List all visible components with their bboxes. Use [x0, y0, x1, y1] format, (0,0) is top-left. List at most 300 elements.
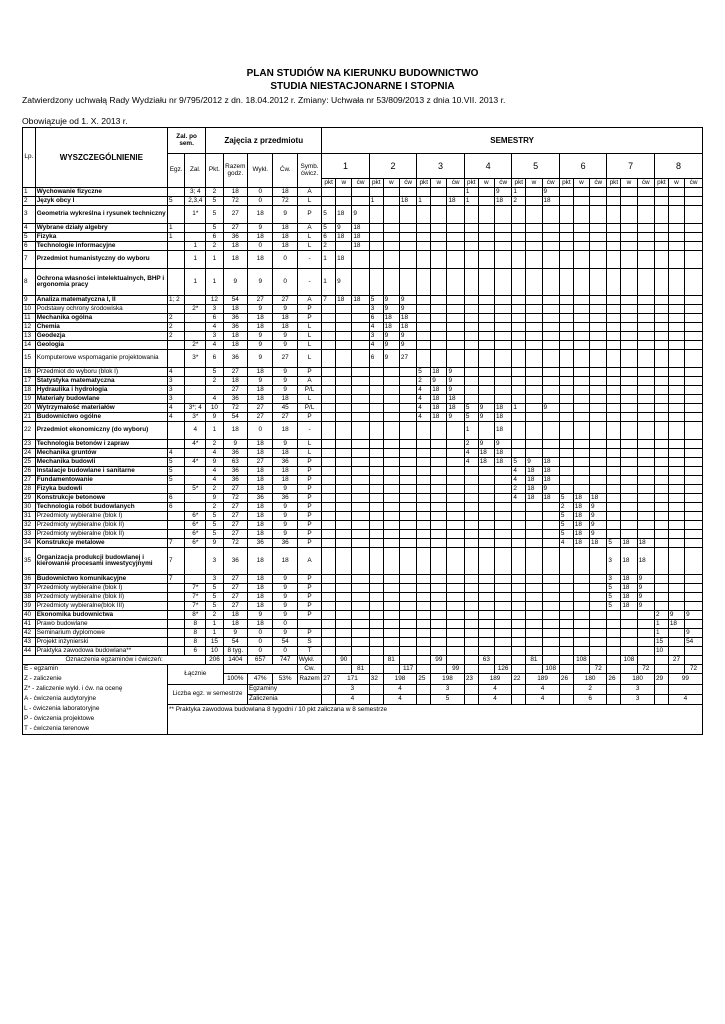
semester-cell [559, 233, 573, 242]
semester-cell [621, 503, 637, 512]
table-cell [654, 685, 668, 695]
table-row [23, 638, 703, 647]
semester-cell [621, 233, 637, 242]
row-egz: 4 [167, 413, 184, 422]
semester-cell [573, 314, 589, 323]
table-row [23, 296, 703, 305]
semester-cell [447, 341, 464, 350]
table-row [23, 575, 703, 584]
semester-cell [559, 476, 573, 485]
semester-cell [668, 368, 684, 377]
semester-cell [494, 395, 511, 404]
semester-cell [447, 188, 464, 197]
semester-cell [607, 323, 621, 332]
semester-cell [352, 377, 369, 386]
semester-cell [512, 422, 526, 440]
row-symb: P [297, 539, 321, 548]
semester-cell: 18 [542, 467, 559, 476]
row-razem: 72 [223, 404, 247, 413]
row-lp: 22 [23, 422, 36, 440]
row-subject: Przedmioty wybieralne (blok II) [35, 593, 167, 602]
semester-cell [621, 440, 637, 449]
row-wykl: 9 [247, 332, 273, 341]
row-razem: 36 [223, 476, 247, 485]
table-row [23, 440, 703, 449]
semester-cell [336, 584, 352, 593]
semester-cell [383, 593, 399, 602]
row-wykl: 18 [247, 476, 273, 485]
semester-cell [478, 602, 494, 611]
row-cw: 18 [273, 188, 297, 197]
row-symb: P [297, 629, 321, 638]
sem-total-pkt: 22 [512, 674, 526, 685]
semester-cell: 18 [573, 530, 589, 539]
semester-cell [383, 638, 399, 647]
row-cw: 18 [273, 314, 297, 323]
semester-cell [573, 620, 589, 629]
semester-cell [417, 620, 431, 629]
semester-cell: 1 [654, 629, 668, 638]
semester-cell [336, 377, 352, 386]
semester-cell [590, 269, 607, 296]
semester-cell [559, 548, 573, 575]
semester-cell [590, 467, 607, 476]
semester-cell: 18 [431, 368, 447, 377]
row-subject: Geometria wykreślna i rysunek techniczny [35, 206, 167, 224]
semester-cell [654, 494, 668, 503]
row-lp: 10 [23, 305, 36, 314]
row-pkt: 2 [206, 485, 223, 494]
semester-cell [478, 368, 494, 377]
semester-cell: 18 [447, 197, 464, 206]
semester-cell [352, 449, 369, 458]
row-symb: P [297, 368, 321, 377]
row-pkt: 1 [206, 422, 223, 440]
semester-cell [668, 494, 684, 503]
semester-cell [399, 413, 416, 422]
semester-cell [559, 395, 573, 404]
semester-cell [322, 440, 336, 449]
row-zal [185, 386, 206, 395]
semester-cell: 9 [542, 188, 559, 197]
row-lp: 2 [23, 197, 36, 206]
semester-cell [542, 620, 559, 629]
table-cell [512, 656, 526, 665]
semester-cell [526, 188, 542, 197]
semester-cell [417, 503, 431, 512]
semester-cell [621, 188, 637, 197]
row-razem: 36 [223, 233, 247, 242]
semester-cell [573, 485, 589, 494]
semester-cell [352, 269, 369, 296]
semester-cell [573, 575, 589, 584]
semester-cell [668, 530, 684, 539]
semester-cell [685, 494, 703, 503]
semester-cell: 5 [369, 296, 383, 305]
semester-cell [512, 269, 526, 296]
semester-cell [542, 449, 559, 458]
row-zal: 4* [185, 440, 206, 449]
semester-cell: 18 [352, 242, 369, 251]
sem-total-razem: 189 [526, 674, 560, 685]
row-pkt: 2 [206, 503, 223, 512]
semester-number: 6 [559, 154, 607, 179]
semester-cell [383, 224, 399, 233]
semester-cell [399, 485, 416, 494]
semester-cell [590, 188, 607, 197]
semester-cell [352, 404, 369, 413]
semester-cell: 10 [654, 647, 668, 656]
semester-cell: 5 [464, 404, 478, 413]
semester-cell [431, 638, 447, 647]
row-razem: 18 [223, 611, 247, 620]
label-egzaminy: Egzaminy [247, 685, 321, 695]
semester-cell [668, 575, 684, 584]
semester-cell [637, 512, 654, 521]
semester-cell [417, 548, 431, 575]
row-lp: 39 [23, 602, 36, 611]
semester-cell [559, 269, 573, 296]
header-zal: Zal. [185, 154, 206, 188]
semester-cell [431, 251, 447, 269]
row-subject: Instalacje budowlane i sanitarne [35, 467, 167, 476]
sem-zal-count: 4 [383, 695, 417, 705]
table-row [23, 224, 703, 233]
semester-cell [685, 593, 703, 602]
sem-egz-count: 4 [478, 685, 512, 695]
semester-cell [494, 539, 511, 548]
semester-cell [654, 395, 668, 404]
semester-cell [399, 368, 416, 377]
semester-cell: 18 [352, 224, 369, 233]
semester-cell [336, 323, 352, 332]
semester-cell [494, 206, 511, 224]
semester-cell [369, 188, 383, 197]
semester-cell [494, 233, 511, 242]
semester-cell [322, 548, 336, 575]
semester-cell [512, 305, 526, 314]
semester-cell [542, 350, 559, 368]
row-zal: 7* [185, 602, 206, 611]
semester-cell [464, 503, 478, 512]
semester-cell [447, 494, 464, 503]
semester-cell: 1 [369, 197, 383, 206]
semester-cell [478, 323, 494, 332]
row-zal [185, 503, 206, 512]
semester-cell [685, 314, 703, 323]
semester-cell [417, 206, 431, 224]
semester-cell [685, 197, 703, 206]
semester-cell [494, 584, 511, 593]
semester-cell [478, 251, 494, 269]
sem-zal-count: 6 [573, 695, 607, 705]
table-row [23, 269, 703, 296]
row-zal [185, 467, 206, 476]
semester-cell [607, 503, 621, 512]
table-cell [590, 656, 607, 665]
legend-a: A - ćwiczenia audytoryjne [23, 695, 168, 705]
row-symb: P [297, 476, 321, 485]
semester-cell [668, 341, 684, 350]
semester-cell: 4 [369, 323, 383, 332]
semester-cell [431, 269, 447, 296]
row-subject: Konstrukcje metalowe [35, 539, 167, 548]
sem-total-pkt: 23 [464, 674, 478, 685]
semester-cell [369, 494, 383, 503]
semester-cell [526, 449, 542, 458]
semester-cell [573, 593, 589, 602]
semester-cell [478, 530, 494, 539]
semester-cell [637, 305, 654, 314]
semester-cell [654, 251, 668, 269]
row-egz: 3 [167, 386, 184, 395]
semester-cell [590, 314, 607, 323]
row-lp: 43 [23, 638, 36, 647]
semester-cell [685, 368, 703, 377]
semester-cell: 4 [417, 413, 431, 422]
semester-cell [417, 602, 431, 611]
semester-cell [417, 638, 431, 647]
row-symb: - [297, 251, 321, 269]
semester-cell [417, 332, 431, 341]
semester-cell [336, 188, 352, 197]
row-wykl: 18 [247, 530, 273, 539]
legend-e: E - egzamin [23, 665, 168, 674]
semester-cell [352, 638, 369, 647]
semester-cell [494, 251, 511, 269]
semester-cell [464, 269, 478, 296]
semester-cell [668, 395, 684, 404]
semester-cell [399, 251, 416, 269]
semester-cell [478, 224, 494, 233]
semester-cell [621, 206, 637, 224]
table-row [23, 332, 703, 341]
semester-cell [512, 629, 526, 638]
table-row [23, 305, 703, 314]
semester-cell [383, 233, 399, 242]
row-cw: 9 [273, 593, 297, 602]
semester-cell: 18 [526, 494, 542, 503]
row-zal: 1 [185, 269, 206, 296]
semester-cell [417, 224, 431, 233]
semester-cell [668, 386, 684, 395]
semester-cell [621, 638, 637, 647]
row-cw: 18 [273, 233, 297, 242]
semester-subheader: w [336, 179, 352, 188]
semester-cell [654, 242, 668, 251]
row-pkt: 4 [206, 476, 223, 485]
row-lp: 28 [23, 485, 36, 494]
semester-cell [654, 305, 668, 314]
semester-cell [559, 602, 573, 611]
semester-cell: 9 [590, 521, 607, 530]
semester-cell [369, 548, 383, 575]
row-razem: 54 [223, 638, 247, 647]
semester-cell [559, 647, 573, 656]
semester-cell [637, 413, 654, 422]
semester-cell [607, 629, 621, 638]
row-razem: 27 [223, 593, 247, 602]
semester-cell [637, 368, 654, 377]
semester-cell [542, 584, 559, 593]
semester-cell [573, 323, 589, 332]
semester-subheader: ćw [590, 179, 607, 188]
semester-cell [369, 206, 383, 224]
row-zal [185, 575, 206, 584]
semester-cell [621, 404, 637, 413]
semester-cell [621, 341, 637, 350]
semester-cell [352, 251, 369, 269]
semester-cell [668, 458, 684, 467]
semester-cell [526, 638, 542, 647]
semester-cell [573, 188, 589, 197]
semester-cell [464, 368, 478, 377]
semester-cell [621, 449, 637, 458]
table-cell [654, 695, 668, 705]
semester-cell [654, 422, 668, 440]
semester-cell [336, 521, 352, 530]
row-egz [167, 485, 184, 494]
semester-cell [478, 503, 494, 512]
sem-egz-count: 4 [526, 685, 560, 695]
semester-cell [607, 440, 621, 449]
semester-cell [573, 440, 589, 449]
row-cw: 9 [273, 368, 297, 377]
semester-cell [464, 548, 478, 575]
semester-cell: 1 [322, 269, 336, 296]
semester-cell [573, 197, 589, 206]
semester-cell [383, 611, 399, 620]
row-cw: 27 [273, 296, 297, 305]
semester-cell [399, 584, 416, 593]
row-razem: 8 tyg. [223, 647, 247, 656]
semester-cell [526, 629, 542, 638]
row-pkt [206, 386, 223, 395]
semester-cell: 6 [369, 314, 383, 323]
semester-cell [526, 242, 542, 251]
semester-cell [478, 629, 494, 638]
semester-cell: 5 [607, 539, 621, 548]
row-zal: 8 [185, 629, 206, 638]
semester-cell [685, 449, 703, 458]
semester-cell [526, 206, 542, 224]
semester-cell: 3 [369, 332, 383, 341]
semester-cell [637, 503, 654, 512]
semester-cell [685, 503, 703, 512]
semester-cell [685, 269, 703, 296]
semester-cell [464, 584, 478, 593]
semester-cell [573, 449, 589, 458]
semester-cell [399, 404, 416, 413]
semester-cell [685, 332, 703, 341]
row-egz: 2 [167, 314, 184, 323]
semester-cell [526, 512, 542, 521]
table-cell [464, 685, 478, 695]
semester-cell [336, 575, 352, 584]
semester-number: 3 [417, 154, 465, 179]
sem-egz-count: 2 [573, 685, 607, 695]
semester-cell [607, 350, 621, 368]
semester-cell [559, 638, 573, 647]
semester-cell [352, 611, 369, 620]
semester-cell: 4 [512, 467, 526, 476]
row-egz: 6 [167, 494, 184, 503]
row-pkt: 4 [206, 467, 223, 476]
sem-total-pkt: 26 [559, 674, 573, 685]
row-razem: 27 [223, 530, 247, 539]
semester-cell [494, 512, 511, 521]
semester-cell [336, 350, 352, 368]
row-wykl: 0 [247, 422, 273, 440]
semester-subheader: pkt [369, 179, 383, 188]
semester-cell [352, 602, 369, 611]
semester-cell: 18 [494, 449, 511, 458]
row-lp: 5 [23, 233, 36, 242]
sem-zal-count: 4 [668, 695, 702, 705]
semester-cell [478, 305, 494, 314]
row-lp: 25 [23, 458, 36, 467]
semester-cell [573, 386, 589, 395]
semester-cell [478, 422, 494, 440]
semester-cell [526, 530, 542, 539]
semester-cell [417, 233, 431, 242]
row-symb: S [297, 638, 321, 647]
semester-cell [369, 413, 383, 422]
row-zal: 3*; 4 [185, 404, 206, 413]
semester-cell: 27 [399, 350, 416, 368]
semester-cell [464, 521, 478, 530]
semester-cell [590, 251, 607, 269]
semester-cell [322, 386, 336, 395]
semester-cell [607, 197, 621, 206]
semester-cell [478, 584, 494, 593]
row-pkt: 5 [206, 584, 223, 593]
semester-cell: 6 [369, 350, 383, 368]
semester-cell [668, 332, 684, 341]
semester-cell [526, 620, 542, 629]
row-cw: 18 [273, 242, 297, 251]
semester-cell [559, 314, 573, 323]
row-lp: 31 [23, 512, 36, 521]
row-zal [185, 323, 206, 332]
semester-cell [464, 206, 478, 224]
semester-cell: 3 [607, 548, 621, 575]
semester-cell [447, 638, 464, 647]
semester-cell [383, 503, 399, 512]
semester-cell [383, 620, 399, 629]
header-name: WYSZCZEGÓLNIENIE [35, 128, 167, 188]
semester-cell [336, 647, 352, 656]
semester-cell: 9 [526, 458, 542, 467]
row-symb: P [297, 512, 321, 521]
semester-cell [654, 593, 668, 602]
semester-cell: 18 [621, 548, 637, 575]
semester-cell [559, 611, 573, 620]
row-pkt: 5 [206, 224, 223, 233]
row-lp: 9 [23, 296, 36, 305]
row-subject: Statystyka matematyczna [35, 377, 167, 386]
semester-cell [590, 305, 607, 314]
row-lp: 29 [23, 494, 36, 503]
semester-cell [685, 224, 703, 233]
row-zal: 7* [185, 584, 206, 593]
header-razem: Razem godz. [223, 154, 247, 188]
semester-cell [431, 323, 447, 332]
semester-cell [654, 548, 668, 575]
semester-cell [512, 224, 526, 233]
semester-cell [621, 611, 637, 620]
semester-cell [399, 539, 416, 548]
